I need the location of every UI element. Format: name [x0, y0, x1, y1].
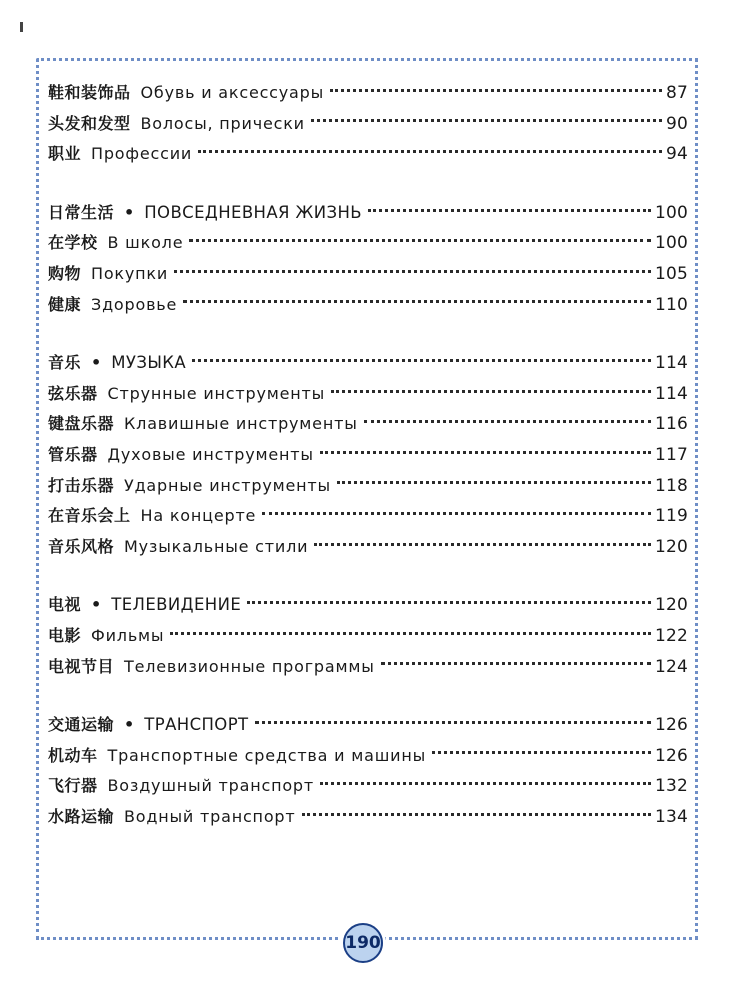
heading-russian: МУЗЫКА	[111, 353, 187, 373]
dot-leader	[247, 601, 651, 604]
toc-section	[48, 78, 688, 170]
toc-section	[48, 590, 688, 682]
toc-entry[interactable]	[48, 621, 688, 652]
entry-russian: Покупки	[91, 263, 169, 283]
heading-chinese: 交通运输	[48, 715, 115, 735]
entry-russian: Профессии	[91, 144, 193, 164]
entry-page: 110	[654, 294, 688, 315]
heading-bullet: •	[91, 353, 102, 373]
dot-leader	[198, 150, 662, 153]
toc-section-heading[interactable]	[48, 198, 688, 229]
toc-section	[48, 710, 688, 832]
entry-chinese: 职业	[48, 144, 82, 164]
entry-chinese: 头发和发型	[48, 113, 131, 133]
heading-page: 100	[654, 202, 688, 223]
entry-russian: Клавишные инструменты	[124, 414, 358, 434]
toc-entry[interactable]	[48, 78, 688, 109]
dot-leader	[174, 270, 651, 273]
heading-page: 120	[654, 595, 688, 616]
dot-leader	[330, 89, 662, 92]
heading-bullet: •	[91, 595, 102, 615]
entry-chinese: 音乐风格	[48, 536, 115, 556]
toc-entry[interactable]	[48, 741, 688, 772]
entry-russian: На концерте	[140, 506, 257, 526]
entry-page: 117	[654, 444, 688, 465]
entry-page: 126	[654, 745, 688, 766]
toc-entry[interactable]	[48, 228, 688, 259]
toc-entry[interactable]	[48, 290, 688, 321]
entry-page: 87	[665, 83, 688, 103]
entry-russian: Ударные инструменты	[124, 475, 331, 495]
entry-russian: Водный транспорт	[124, 806, 296, 826]
entry-page: 134	[654, 806, 688, 827]
page-number-badge	[340, 920, 386, 966]
heading-page: 114	[654, 353, 688, 374]
toc-section-heading[interactable]	[48, 348, 688, 379]
entry-chinese: 水路运输	[48, 806, 115, 826]
entry-russian: Волосы, прически	[140, 113, 305, 133]
heading-russian: ТЕЛЕВИДЕНИЕ	[111, 595, 242, 615]
toc-entry[interactable]	[48, 802, 688, 833]
entry-page: 124	[654, 656, 688, 677]
entry-chinese: 键盘乐器	[48, 414, 115, 434]
page-edge-mark	[20, 22, 23, 32]
heading-russian: ТРАНСПОРТ	[144, 715, 249, 735]
entry-page: 94	[665, 144, 688, 165]
entry-russian: Струнные инструменты	[107, 383, 326, 403]
entry-chinese: 机动车	[48, 745, 98, 765]
entry-russian: Воздушный транспорт	[107, 776, 315, 796]
dot-leader	[320, 451, 651, 454]
toc-entry[interactable]	[48, 379, 688, 410]
table-of-contents	[48, 78, 688, 860]
dot-leader	[189, 239, 651, 242]
entry-russian: Музыкальные стили	[124, 536, 309, 556]
entry-chinese: 电视节目	[48, 656, 115, 676]
dot-leader	[255, 721, 651, 724]
entry-page: 119	[654, 506, 688, 527]
entry-chinese: 管乐器	[48, 444, 98, 464]
dot-leader	[364, 420, 651, 423]
entry-russian: В школе	[107, 233, 184, 253]
entry-page: 122	[654, 625, 688, 646]
toc-section-heading[interactable]	[48, 590, 688, 621]
entry-russian: Телевизионные программы	[124, 656, 375, 676]
dot-leader	[183, 300, 651, 303]
toc-section	[48, 198, 688, 320]
dot-leader	[192, 359, 651, 362]
entry-chinese: 弦乐器	[48, 383, 98, 403]
toc-entry[interactable]	[48, 532, 688, 563]
dot-leader	[432, 751, 651, 754]
entry-page: 105	[654, 263, 688, 284]
entry-russian: Духовые инструменты	[107, 444, 314, 464]
dot-leader	[337, 481, 651, 484]
entry-russian: Здоровье	[91, 294, 178, 314]
heading-chinese: 音乐	[48, 353, 82, 373]
entry-page: 90	[665, 113, 688, 134]
toc-entry[interactable]	[48, 652, 688, 683]
entry-chinese: 在学校	[48, 233, 98, 253]
toc-entry[interactable]	[48, 440, 688, 471]
dot-leader	[381, 662, 651, 665]
dot-leader	[311, 119, 662, 122]
toc-entry[interactable]	[48, 409, 688, 440]
toc-entry[interactable]	[48, 259, 688, 290]
dot-leader	[302, 813, 651, 816]
heading-page: 126	[654, 715, 688, 736]
heading-chinese: 日常生活	[48, 202, 115, 222]
heading-bullet: •	[124, 715, 135, 735]
entry-chinese: 鞋和装饰品	[48, 83, 131, 102]
entry-page: 120	[654, 536, 688, 557]
dot-leader	[314, 543, 651, 546]
dot-leader	[170, 632, 651, 635]
entry-chinese: 飞行器	[48, 776, 98, 796]
entry-page: 114	[654, 383, 688, 404]
entry-chinese: 电影	[48, 625, 82, 645]
toc-entry[interactable]	[48, 139, 688, 170]
entry-page: 132	[654, 776, 688, 797]
toc-section	[48, 348, 688, 562]
entry-page: 116	[654, 414, 688, 435]
dot-leader	[262, 512, 651, 515]
entry-russian: Фильмы	[91, 625, 165, 645]
toc-entry[interactable]	[48, 501, 688, 532]
entry-page: 100	[654, 233, 688, 254]
dot-leader	[331, 390, 651, 393]
toc-entry[interactable]	[48, 471, 688, 502]
entry-page: 118	[654, 475, 688, 496]
entry-chinese: 在音乐会上	[48, 506, 131, 526]
entry-chinese: 健康	[48, 294, 82, 314]
toc-section-heading[interactable]	[48, 710, 688, 741]
entry-chinese: 打击乐器	[48, 475, 115, 495]
entry-russian: Транспортные средства и машины	[107, 745, 427, 765]
heading-russian: ПОВСЕДНЕВНАЯ ЖИЗНЬ	[144, 202, 362, 222]
page-number: 190	[343, 923, 383, 963]
dot-leader	[368, 209, 651, 212]
toc-entry[interactable]	[48, 109, 688, 140]
entry-chinese: 购物	[48, 263, 82, 283]
entry-russian: Обувь и аксессуары	[140, 83, 325, 102]
dot-leader	[320, 782, 651, 785]
toc-entry[interactable]	[48, 771, 688, 802]
heading-chinese: 电视	[48, 595, 82, 615]
heading-bullet: •	[124, 202, 135, 222]
